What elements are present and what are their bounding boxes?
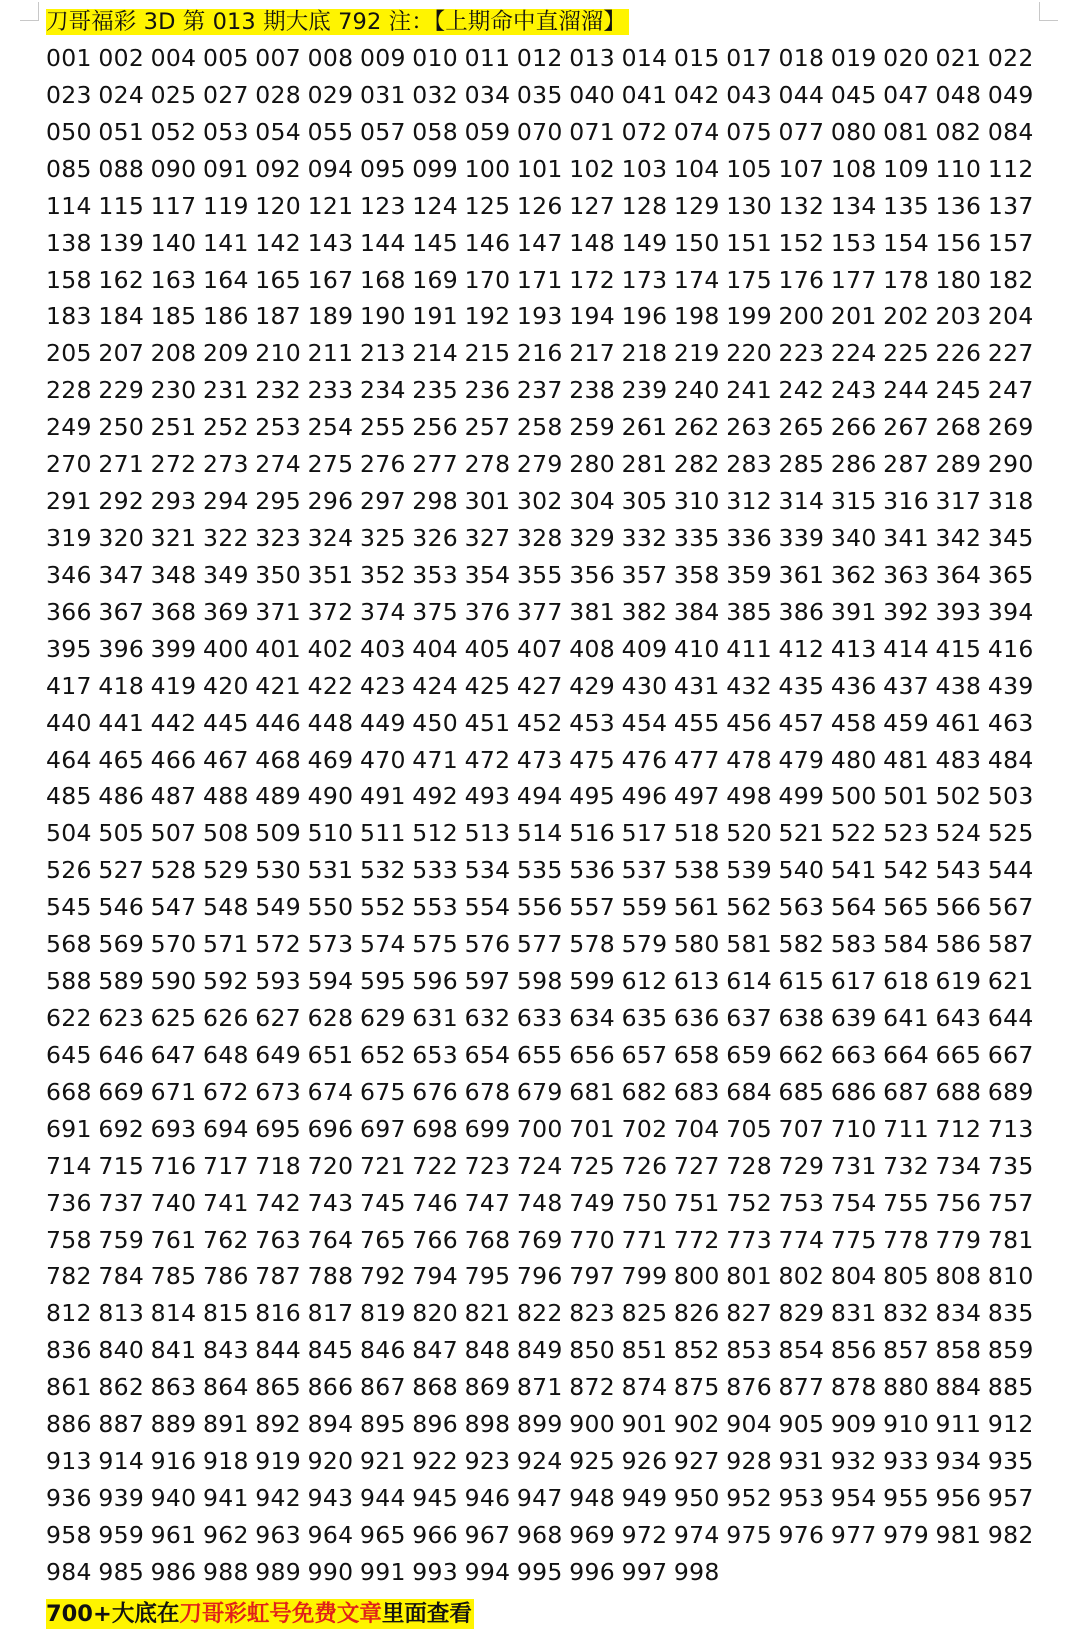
number-row: 622 623 625 626 627 628 629 631 632 633 634 635 636 637 638 639 641 643 644: [46, 1003, 1034, 1032]
number-row: 588 589 590 592 593 594 595 596 597 598 599 612 613 614 615 617 618 619 621: [46, 967, 1034, 996]
number-row: 183 184 185 186 187 189 190 191 192 193 194 196 198 199 200 201 202 203 204: [46, 302, 1034, 331]
footer-article-link[interactable]: 刀哥彩虹号免费文章: [179, 1601, 382, 1627]
number-row: 114 115 117 119 120 121 123 124 125 126 127 128 129 130 132 134 135 136 137: [46, 191, 1034, 220]
number-row: 936 939 940 941 942 943 944 945 946 947 948 949 950 952 953 954 955 956 957: [46, 1483, 1034, 1512]
number-row: 205 207 208 209 210 211 213 214 215 216 217 218 219 220 223 224 225 226 227: [46, 339, 1034, 368]
number-row: 812 813 814 815 816 817 819 820 821 822 823 825 826 827 829 831 832 834 835: [46, 1299, 1034, 1328]
footer-suffix: 里面查看: [381, 1601, 472, 1627]
number-row: 319 320 321 322 323 324 325 326 327 328 329 332 335 336 339 340 341 342 345: [46, 523, 1034, 552]
number-row: 836 840 841 843 844 845 846 847 848 849 850 851 852 853 854 856 857 858 859: [46, 1336, 1034, 1365]
number-row: 526 527 528 529 530 531 532 533 534 535 536 537 538 539 540 541 542 543 544: [46, 856, 1034, 885]
number-row: 504 505 507 508 509 510 511 512 513 514 516 517 518 520 521 522 523 524 525: [46, 819, 1034, 848]
number-row: 886 887 889 891 892 894 895 896 898 899 900 901 902 904 905 909 910 911 912: [46, 1410, 1034, 1439]
number-row: 736 737 740 741 742 743 745 746 747 748 749 750 751 752 753 754 755 756 757: [46, 1188, 1034, 1217]
number-row: 417 418 419 420 421 422 423 424 425 427 429 430 431 432 435 436 437 438 439: [46, 671, 1034, 700]
number-row: 782 784 785 786 787 788 792 794 795 796 797 799 800 801 802 804 805 808 810: [46, 1262, 1034, 1291]
number-row: 485 486 487 488 489 490 491 492 493 494 495 496 497 498 499 500 501 502 503: [46, 782, 1034, 811]
number-row: 913 914 916 918 919 920 921 922 923 924 925 926 927 928 931 932 933 934 935: [46, 1447, 1034, 1476]
number-row: 001 002 004 005 007 008 009 010 011 012 013 014 015 017 018 019 020 021 022: [46, 44, 1034, 72]
number-row: 138 139 140 141 142 143 144 145 146 147 148 149 150 151 152 153 154 156 157: [46, 228, 1034, 257]
number-row: 758 759 761 762 763 764 765 766 768 769 770 771 772 773 774 775 778 779 781: [46, 1225, 1034, 1254]
number-row: 249 250 251 252 253 254 255 256 257 258 259 261 262 263 265 266 267 268 269: [46, 413, 1034, 442]
number-row: 984 985 986 988 989 990 991 993 994 995 996 997 998: [46, 1557, 720, 1586]
number-row: 861 862 863 864 865 866 867 868 869 871 872 874 875 876 877 878 880 884 885: [46, 1373, 1034, 1402]
number-row: 395 396 399 400 401 402 403 404 405 407 408 409 410 411 412 413 414 415 416: [46, 634, 1034, 663]
number-row: 691 692 693 694 695 696 697 698 699 700 701 702 704 705 707 710 711 712 713: [46, 1114, 1034, 1143]
number-row: 440 441 442 445 446 448 449 450 451 452 453 454 455 456 457 458 459 461 463: [46, 708, 1034, 737]
number-row: 668 669 671 672 673 674 675 676 678 679 681 682 683 684 685 686 687 688 689: [46, 1077, 1034, 1106]
number-row: 568 569 570 571 572 573 574 575 576 577 578 579 580 581 582 583 584 586 587: [46, 930, 1034, 959]
number-row: 958 959 961 962 963 964 965 966 967 968 969 972 974 975 976 977 979 981 982: [46, 1520, 1034, 1549]
document-title: [46, 6, 629, 39]
footer-prefix: 700+大底在: [46, 1601, 180, 1627]
number-row: 270 271 272 273 274 275 276 277 278 279 280 281 282 283 285 286 287 289 290: [46, 450, 1034, 479]
number-row: 228 229 230 231 232 233 234 235 236 237 238 239 240 241 242 243 244 245 247: [46, 376, 1034, 405]
number-list: [46, 40, 1046, 1591]
title-text: 刀哥福彩 3D 第 013 期大底 792 注：【上期命中直溜溜】: [46, 9, 629, 35]
page-corner-mark-left: [20, 2, 39, 21]
number-row: 714 715 716 717 718 720 721 722 723 724 725 726 727 728 729 731 732 734 735: [46, 1151, 1034, 1180]
number-row: 085 088 090 091 092 094 095 099 100 101 102 103 104 105 107 108 109 110 112: [46, 154, 1034, 183]
number-row: 158 162 163 164 165 167 168 169 170 171 172 173 174 175 176 177 178 180 182: [46, 265, 1034, 294]
number-row: 291 292 293 294 295 296 297 298 301 302 304 305 310 312 314 315 316 317 318: [46, 487, 1034, 516]
number-row: 545 546 547 548 549 550 552 553 554 556 557 559 561 562 563 564 565 566 567: [46, 893, 1034, 922]
footer-note: [46, 1599, 474, 1629]
number-row: 366 367 368 369 371 372 374 375 376 377 381 382 384 385 386 391 392 393 394: [46, 597, 1034, 626]
number-row: 050 051 052 053 054 055 057 058 059 070 071 072 074 075 077 080 081 082 084: [46, 117, 1034, 146]
number-row: 645 646 647 648 649 651 652 653 654 655 656 657 658 659 662 663 664 665 667: [46, 1040, 1034, 1069]
number-row: 464 465 466 467 468 469 470 471 472 473 475 476 477 478 479 480 481 483 484: [46, 745, 1034, 774]
page-corner-mark-right: [1039, 2, 1058, 21]
number-row: 023 024 025 027 028 029 031 032 034 035 040 041 042 043 044 045 047 048 049: [46, 80, 1034, 109]
number-row: 346 347 348 349 350 351 352 353 354 355 356 357 358 359 361 362 363 364 365: [46, 560, 1034, 589]
